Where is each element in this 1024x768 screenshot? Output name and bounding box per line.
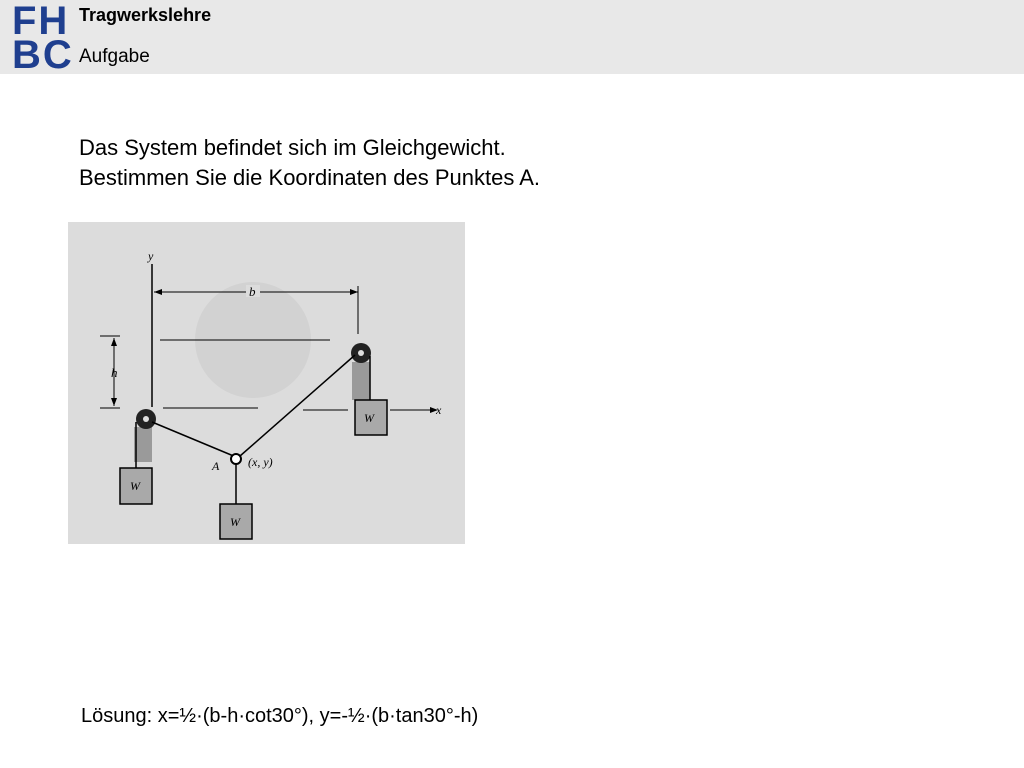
left-pulley-hub <box>143 416 149 422</box>
fhbc-logo <box>10 0 74 77</box>
x-axis-label: x <box>436 403 442 417</box>
center-weight-label: W <box>230 515 240 529</box>
figure-svg <box>68 222 465 544</box>
point-a-label: A <box>212 459 220 473</box>
point-a-ring <box>231 454 241 464</box>
dim-b-label: b <box>249 284 256 299</box>
left-weight-label: W <box>130 479 140 493</box>
task-line-2: Bestimmen Sie die Koordinaten des Punktes A. <box>79 165 541 190</box>
logo-line-1: FH <box>12 0 70 43</box>
pulley-system-figure <box>68 222 465 544</box>
task-statement <box>79 133 540 193</box>
right-pulley-hub <box>358 350 364 356</box>
solution-text: Lösung: x=½·(b-h·cot30°), y=-½·(b·tan30°-h) <box>81 705 479 727</box>
y-axis-label: y <box>148 249 154 263</box>
point-a-coords: (x, y) <box>248 455 273 469</box>
page-subtitle: Aufgabe <box>79 46 150 67</box>
course-title: Tragwerkslehre <box>79 5 212 25</box>
dim-h-label: h <box>111 365 118 380</box>
header-bar <box>0 0 1024 77</box>
logo-line-2: BC <box>12 33 74 77</box>
task-line-1: Das System befindet sich im Gleichgewicht. <box>79 135 506 160</box>
right-pulley-support <box>352 362 370 400</box>
right-weight-label: W <box>364 411 374 425</box>
